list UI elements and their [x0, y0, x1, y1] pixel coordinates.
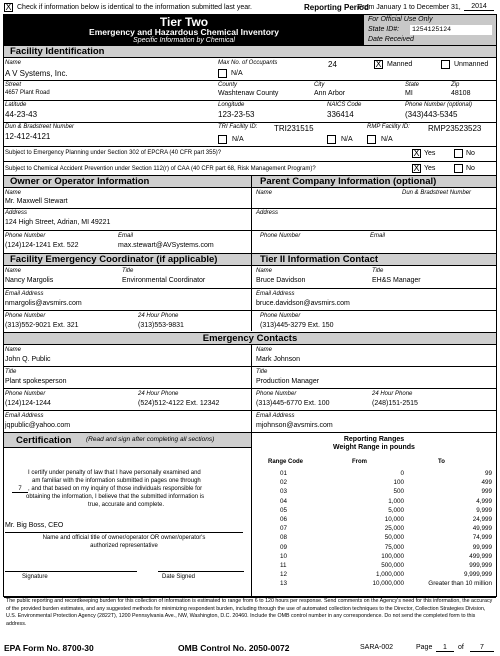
- range-row: [252, 497, 496, 506]
- page-label: Page: [416, 644, 433, 651]
- ranges-col-from: From: [352, 459, 367, 465]
- range-row: [252, 487, 496, 496]
- tier2-contact-section-title: Tier II Information Contact: [260, 254, 379, 265]
- state-id-label: State ID#:: [368, 26, 400, 33]
- range-to: 49,999: [472, 525, 492, 533]
- manned-checkbox[interactable]: X: [375, 59, 382, 69]
- owner-section-title: Owner or Operator Information: [10, 176, 150, 187]
- tier2-title-label: Title: [372, 268, 384, 274]
- range-from: 10,000: [384, 515, 404, 523]
- coordinator-band: [4, 253, 496, 266]
- range-row: [252, 515, 496, 524]
- city-value[interactable]: Ann Arbor: [314, 90, 346, 97]
- emergency2-title-label: Title: [256, 369, 268, 375]
- emergency2-name-value[interactable]: Mark Johnson: [256, 356, 300, 363]
- coordinator-title-label: Title: [122, 268, 134, 274]
- omb-control-number: OMB Control No. 2050-0072: [178, 643, 290, 653]
- range-row: [252, 561, 496, 570]
- range-code: 05: [280, 506, 288, 514]
- dun-value[interactable]: 12-412-4121: [5, 132, 51, 141]
- facility-name-value[interactable]: A V Systems, Inc.: [5, 69, 68, 78]
- coordinator-24h-value[interactable]: (313)553-9831: [138, 322, 184, 329]
- state-id-field[interactable]: 1254125124: [410, 25, 492, 35]
- range-to: 499,999: [469, 552, 492, 560]
- max-occupants-label: Max No. of Occupants: [218, 60, 278, 66]
- emergency2-title-value[interactable]: Production Manager: [256, 378, 320, 385]
- emergency1-24h-value[interactable]: (524)512-4122 Ext. 12342: [138, 400, 220, 407]
- ranges-table: [252, 469, 496, 588]
- unmanned-checkbox[interactable]: [441, 60, 450, 69]
- latitude-value[interactable]: 44-23-43: [5, 110, 38, 119]
- range-code: 09: [280, 543, 288, 551]
- coordinator-section-title: Facility Emergency Coordinator (if applicable): [10, 254, 218, 265]
- tri-value[interactable]: TRI231515: [274, 124, 314, 133]
- range-to: 9,999: [476, 506, 492, 514]
- emergency2-24h-value[interactable]: (248)151-2515: [372, 400, 418, 407]
- max-occupants-value[interactable]: 24: [328, 60, 337, 69]
- range-row: [252, 524, 496, 533]
- page-number[interactable]: 1: [436, 644, 454, 652]
- rmp-na-label: N/A: [381, 136, 393, 143]
- emergency1-name-label: Name: [5, 347, 22, 353]
- range-code: 03: [280, 488, 288, 496]
- range-code: 01: [280, 470, 288, 477]
- epcra-yes-checkbox[interactable]: X: [413, 148, 420, 158]
- rmp-label: RMP Facility ID:: [367, 124, 410, 130]
- signature-label: Signature: [22, 574, 48, 580]
- certification-band: [4, 433, 251, 448]
- emergency1-phone-label: Phone Number: [5, 391, 46, 397]
- owner-email-value[interactable]: max.stewart@AVSystems.com: [118, 242, 214, 249]
- emergency2-email-label: Email Address: [256, 413, 295, 419]
- date-received-label: Date Received: [368, 36, 414, 43]
- caa-question: Subject to Chemical Accident Prevention under Section 112(r) of CAA (40 CFR part 68, Risk Management Program)?: [5, 166, 316, 172]
- range-code: 07: [280, 525, 288, 533]
- facility-phone-value[interactable]: (343)443-5345: [405, 110, 458, 119]
- form-title: Tier Two: [159, 15, 209, 29]
- max-occupants-na-label: N/A: [231, 70, 243, 77]
- tier2-phone-value[interactable]: (313)445-3279 Ext. 150: [260, 322, 334, 329]
- emergency2-email-value[interactable]: mjohnson@avsmirs.com: [256, 422, 333, 429]
- ranges-title-1: Reporting Ranges: [343, 436, 405, 443]
- cert-signer[interactable]: Mr. Big Boss, CEO: [5, 522, 64, 529]
- range-from: 50,000: [384, 534, 404, 542]
- sara-number: SARA-002: [360, 644, 394, 651]
- range-to: 99,999: [472, 543, 492, 551]
- tier2-email-value[interactable]: bruce.davidson@avsmirs.com: [256, 300, 350, 307]
- range-from: 10,000,000: [372, 580, 404, 588]
- range-row: [252, 543, 496, 552]
- caa-no-checkbox[interactable]: [454, 164, 463, 173]
- cert-name-caption-1: Name and official title of owner/operator OR owner/operator's: [42, 535, 206, 541]
- state-label: State: [405, 82, 420, 88]
- rmp-na-checkbox[interactable]: [367, 135, 376, 144]
- tier2-phone-label: Phone Number: [260, 313, 301, 319]
- parent-address-label: Address: [256, 210, 279, 216]
- rmp-value[interactable]: RMP23523523: [428, 124, 482, 133]
- coordinator-name-value[interactable]: Nancy Margolis: [5, 277, 54, 284]
- owner-email-label: Email: [118, 233, 134, 239]
- range-code: 06: [280, 515, 288, 523]
- owner-parent-band: [4, 175, 496, 188]
- range-to: 499: [481, 479, 492, 487]
- coordinator-email-value[interactable]: nmargolis@avsmirs.com: [5, 300, 82, 307]
- range-code: 13: [280, 580, 288, 588]
- emergency-section-title: Emergency Contacts: [4, 332, 496, 345]
- owner-name-label: Name: [5, 190, 22, 196]
- range-to: 999: [481, 488, 492, 496]
- range-row: [252, 469, 496, 478]
- range-to: 24,999: [472, 515, 492, 523]
- unmanned-label: Unmanned: [454, 61, 489, 68]
- longitude-label: Longitude: [218, 102, 245, 108]
- range-code: 11: [280, 561, 287, 569]
- range-to: 999,999: [469, 561, 492, 569]
- emergency2-phone-value[interactable]: (313)445-6770 Ext. 100: [256, 400, 330, 407]
- range-to: 4,999: [476, 497, 492, 505]
- emergency2-name-label: Name: [256, 347, 273, 353]
- county-label: County: [218, 82, 238, 88]
- tier2-name-label: Name: [256, 268, 273, 274]
- certification-title: Certification: [16, 435, 72, 446]
- date-signed-label: Date Signed: [162, 574, 196, 580]
- range-code: 12: [280, 571, 288, 579]
- epcra-yes-label: Yes: [424, 150, 436, 157]
- ranges-col-to: To: [438, 459, 445, 465]
- city-label: City: [314, 82, 325, 88]
- emergency1-title-label: Title: [5, 369, 17, 375]
- burden-statement: The public reporting and recordkeeping burden for this collection of information is estimated to range from 6 to 120 hours per response. Send comments on the Agency's need for this information, the accuracy of the provided burden estimates, and any suggested methods for minimizing respondent burden, including through the use of automated collection techniques to the Director, Collection Strategies Division, U.S. Environmental Protection Agency (2822T), 1200 Pennsylvania Ave., NW, Washington, D.C. 20460. Include the OMB control number in any correspondence. Do not send the completed form to this address.: [4, 597, 496, 637]
- epcra-question: Subject to Emergency Planning under Section 302 of EPCRA (40 CFR part 355)?: [5, 150, 222, 156]
- street-label: Street: [5, 82, 22, 88]
- longitude-value[interactable]: 123-23-53: [218, 110, 255, 119]
- reporting-period-label: Reporting Period: [304, 3, 369, 12]
- tri-na-checkbox-2[interactable]: [327, 135, 336, 144]
- range-code: 08: [280, 534, 288, 542]
- range-row: [252, 570, 496, 579]
- tri-na-label: N/A: [232, 136, 244, 143]
- page-total[interactable]: 7: [470, 644, 494, 652]
- cert-pages[interactable]: 7: [12, 486, 28, 493]
- owner-address-label: Address: [5, 210, 28, 216]
- facility-section-title: Facility Identification: [4, 45, 496, 58]
- cert-text-4: obtaining the information, I believe that the submitted information is: [26, 494, 205, 500]
- of-label: of: [458, 644, 464, 651]
- naics-label: NAICS Code: [327, 102, 362, 108]
- ranges-col-code: Range Code: [268, 459, 304, 465]
- reporting-year[interactable]: 2014: [464, 3, 494, 11]
- owner-address-value[interactable]: 124 High Street, Adrian, MI 49221: [5, 219, 111, 226]
- tier2-name-value[interactable]: Bruce Davidson: [256, 277, 306, 284]
- official-use-box: [364, 15, 496, 45]
- range-code: 04: [280, 497, 288, 505]
- range-from: 100: [393, 479, 404, 487]
- range-from: 1,000,000: [375, 571, 404, 579]
- emergency2-phone-label: Phone Number: [256, 391, 297, 397]
- coordinator-name-label: Name: [5, 268, 22, 274]
- parent-name-label: Name: [256, 190, 273, 196]
- range-from: 0: [400, 470, 404, 477]
- facility-phone-label: Phone Number (optional): [405, 102, 473, 108]
- range-to: Greater than 10 million: [428, 580, 492, 588]
- tier2-title-value[interactable]: EH&S Manager: [372, 277, 421, 284]
- emergency2-24h-label: 24 Hour Phone: [372, 391, 413, 397]
- epcra-no-checkbox[interactable]: [454, 149, 463, 158]
- caa-no-label: No: [466, 165, 475, 172]
- emergency1-email-value[interactable]: jqpublic@yahoo.com: [5, 422, 71, 429]
- form-subtitle: Emergency and Hazardous Chemical Inventory: [89, 27, 279, 37]
- parent-email-label: Email: [370, 233, 386, 239]
- owner-phone-value[interactable]: (124)124-1241 Ext. 522: [5, 242, 79, 249]
- range-row: [252, 552, 496, 561]
- range-from: 5,000: [388, 506, 404, 514]
- coordinator-phone-label: Phone Number: [5, 313, 46, 319]
- emergency1-name-value[interactable]: John Q. Public: [5, 356, 51, 363]
- range-code: 02: [280, 479, 288, 487]
- emergency1-email-label: Email Address: [5, 413, 44, 419]
- cert-text-2: am familiar with the information submitted in pages one through: [32, 478, 201, 484]
- dun-label: Dun & Bradstreet Number: [5, 124, 75, 130]
- street-value[interactable]: 4657 Plant Road: [5, 90, 50, 96]
- tri-label: TRI Facility ID:: [218, 124, 258, 130]
- zip-value[interactable]: 48108: [451, 90, 471, 97]
- latitude-label: Latitude: [5, 102, 27, 108]
- epa-form-number: EPA Form No. 8700-30: [4, 643, 94, 653]
- emergency1-phone-value[interactable]: (124)124-1244: [5, 400, 51, 407]
- manned-label: Manned: [387, 61, 413, 68]
- ranges-title-2: Weight Range in pounds: [333, 444, 415, 451]
- range-row: [252, 506, 496, 515]
- range-to: 74,999: [472, 534, 492, 542]
- reporting-period-text: From January 1 to December 31,: [358, 4, 461, 11]
- form-header: [4, 15, 364, 45]
- range-from: 75,000: [384, 543, 404, 551]
- range-row: [252, 579, 496, 588]
- facility-name-label: Name: [5, 60, 22, 66]
- naics-value[interactable]: 336414: [327, 110, 354, 119]
- range-row: [252, 478, 496, 487]
- coordinator-title-value[interactable]: Environmental Coordinator: [122, 277, 206, 284]
- zip-label: Zip: [451, 82, 460, 88]
- state-value[interactable]: MI: [405, 90, 413, 97]
- tier2-email-label: Email Address: [256, 291, 295, 297]
- county-value[interactable]: Washtenaw County: [218, 90, 279, 97]
- tri-na-checkbox[interactable]: [218, 135, 227, 144]
- official-use-label: For Official Use Only: [368, 16, 433, 23]
- owner-name-value[interactable]: Mr. Maxwell Stewart: [5, 198, 68, 205]
- parent-phone-label: Phone Number: [260, 233, 301, 239]
- identical-label: Check if information below is identical to the information submitted last year.: [17, 4, 253, 11]
- parent-dun-label: Dun & Bradstreet Number: [402, 190, 472, 196]
- parent-section-title: Parent Company Information (optional): [260, 176, 437, 187]
- owner-phone-label: Phone Number: [5, 233, 46, 239]
- range-from: 500,000: [381, 561, 404, 569]
- range-from: 25,000: [384, 525, 404, 533]
- form-specific: Specific Information by Chemical: [133, 37, 235, 44]
- range-code: 10: [280, 552, 288, 560]
- identical-checkbox[interactable]: X: [5, 2, 12, 12]
- emergency1-title-value[interactable]: Plant spokesperson: [5, 378, 67, 385]
- cert-text-5: true, accurate and complete.: [88, 502, 165, 508]
- range-from: 100,000: [381, 552, 404, 560]
- range-to: 99: [484, 470, 492, 477]
- caa-yes-checkbox[interactable]: X: [413, 163, 420, 173]
- range-to: 9,999,999: [463, 571, 492, 579]
- epcra-no-label: No: [466, 150, 475, 157]
- certification-instruction: (Read and sign after completing all sections): [86, 436, 215, 443]
- max-occupants-na-checkbox[interactable]: [218, 69, 227, 78]
- cert-text-3: , and that based on my inquiry of those individuals responsible for: [28, 486, 203, 492]
- coordinator-phone-value[interactable]: (313)552-9021 Ext. 321: [5, 322, 79, 329]
- cert-text-1: I certify under penalty of law that I have personally examined and: [28, 470, 201, 476]
- caa-yes-label: Yes: [424, 165, 436, 172]
- range-from: 1,000: [388, 497, 404, 505]
- coordinator-email-label: Email Address: [5, 291, 44, 297]
- cert-name-caption-2: authorized representative: [90, 543, 158, 549]
- emergency1-24h-label: 24 Hour Phone: [138, 391, 179, 397]
- range-row: [252, 533, 496, 542]
- range-from: 500: [393, 488, 404, 496]
- tri-na-label-2: N/A: [341, 136, 353, 143]
- coordinator-24h-label: 24 Hour Phone: [138, 313, 179, 319]
